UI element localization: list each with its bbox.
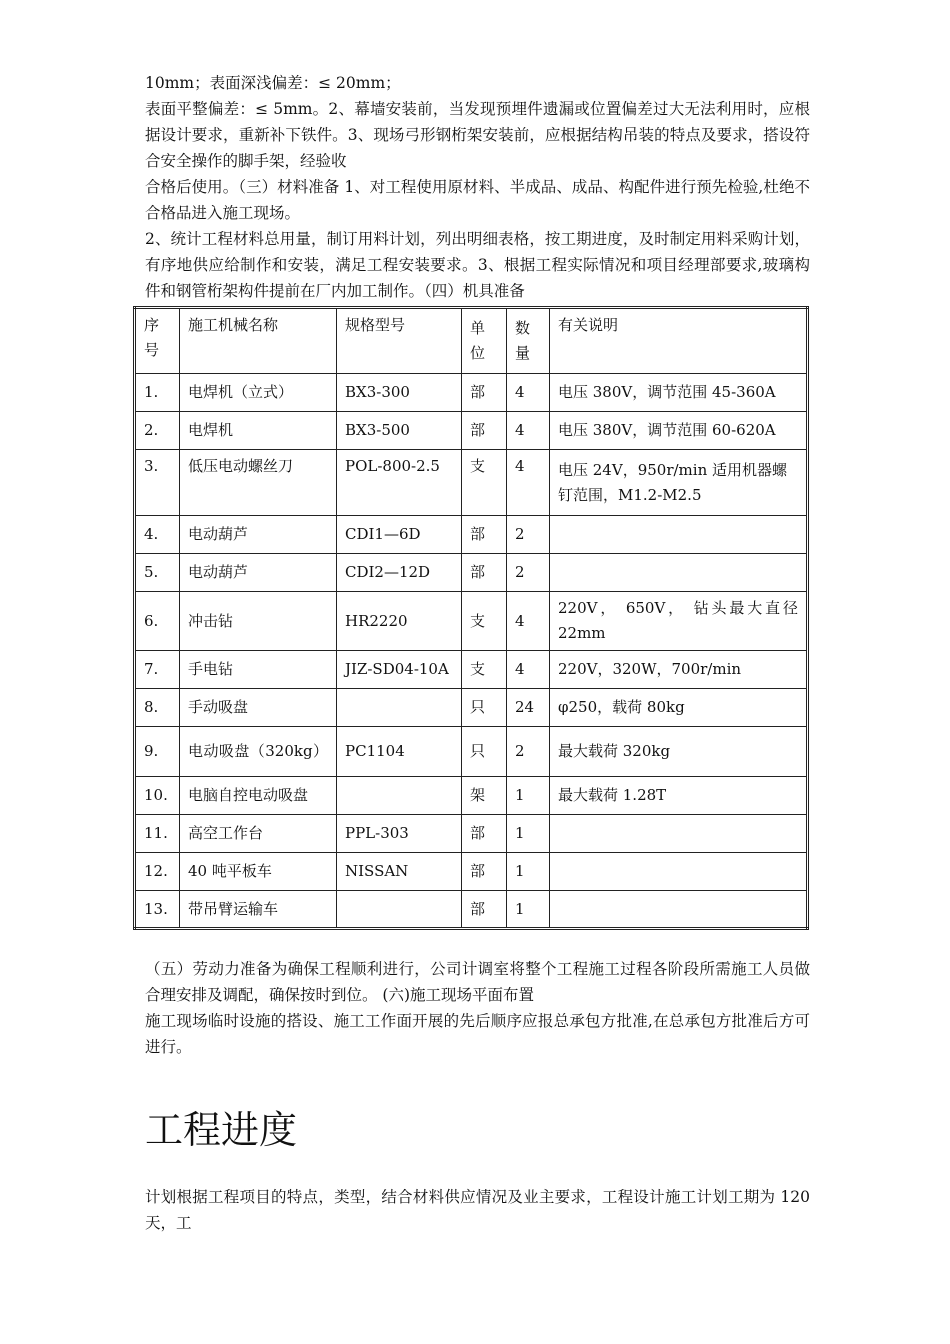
cell-spec: BX3-500 bbox=[337, 412, 462, 450]
header-notes: 有关说明 bbox=[550, 308, 808, 374]
paragraph-material-plan: 2、统计工程材料总用量，制订用料计划，列出明细表格，按工期进度，及时制定用料采购计划，有序地供应给制作和安装，满足工程安装要求。3、根据工程实际情况和项目经理部要求,玻璃构件和钢管桁架构件提前在厂内加工制作。（四）机具准备 bbox=[145, 230, 810, 300]
cell-qty: 2 bbox=[507, 554, 550, 592]
cell-name: 电焊机 bbox=[180, 412, 337, 450]
cell-notes bbox=[550, 815, 808, 853]
cell-notes: 电压 380V，调节范围 45-360A bbox=[550, 374, 808, 412]
cell-qty: 1 bbox=[507, 853, 550, 891]
cell-unit: 支 bbox=[462, 651, 507, 689]
cell-name: 冲击钻 bbox=[180, 592, 337, 651]
cell-spec: POL-800-2.5 bbox=[337, 450, 462, 516]
cell-qty: 1 bbox=[507, 891, 550, 929]
cell-no: 5. bbox=[135, 554, 180, 592]
paragraph-schedule: 计划根据工程项目的特点，类型，结合材料供应情况及业主要求，工程设计施工计划工期为 120 天，工 bbox=[145, 1188, 810, 1232]
cell-spec: PC1104 bbox=[337, 727, 462, 777]
cell-no: 7. bbox=[135, 651, 180, 689]
cell-no: 8. bbox=[135, 689, 180, 727]
cell-no: 11. bbox=[135, 815, 180, 853]
paragraph-site-layout: 施工现场临时设施的搭设、施工工作面开展的先后顺序应报总承包方批准,在总承包方批准后方可进行。 bbox=[145, 1012, 810, 1056]
cell-unit: 部 bbox=[462, 412, 507, 450]
cell-spec: CDI2—12D bbox=[337, 554, 462, 592]
cell-no: 1. bbox=[135, 374, 180, 412]
paragraph-tolerance: 10mm；表面深浅偏差：≤ 20mm； bbox=[145, 74, 401, 92]
cell-qty: 1 bbox=[507, 815, 550, 853]
table-row bbox=[135, 592, 808, 651]
cell-spec: PPL-303 bbox=[337, 815, 462, 853]
cell-qty: 2 bbox=[507, 727, 550, 777]
cell-spec bbox=[337, 777, 462, 815]
table-row bbox=[135, 554, 808, 592]
table-row bbox=[135, 412, 808, 450]
table-row bbox=[135, 516, 808, 554]
cell-notes bbox=[550, 891, 808, 929]
cell-spec: BX3-300 bbox=[337, 374, 462, 412]
cell-unit: 支 bbox=[462, 592, 507, 651]
cell-spec bbox=[337, 891, 462, 929]
table-row bbox=[135, 853, 808, 891]
header-unit: 单位 bbox=[462, 308, 507, 374]
header-no: 序号 bbox=[135, 308, 180, 374]
cell-spec: NISSAN bbox=[337, 853, 462, 891]
document-page bbox=[145, 70, 810, 1236]
cell-notes bbox=[550, 516, 808, 554]
cell-name: 电动吸盘（320kg） bbox=[180, 727, 337, 777]
cell-unit: 架 bbox=[462, 777, 507, 815]
cell-qty: 24 bbox=[507, 689, 550, 727]
cell-name: 手动吸盘 bbox=[180, 689, 337, 727]
table-row bbox=[135, 689, 808, 727]
cell-name: 电焊机（立式） bbox=[180, 374, 337, 412]
cell-name: 电脑自控电动吸盘 bbox=[180, 777, 337, 815]
cell-no: 10. bbox=[135, 777, 180, 815]
paragraph-curtain-wall: 表面平整偏差：≤ 5mm。2、幕墙安装前，当发现预埋件遗漏或位置偏差过大无法利用时，应根据设计要求，重新补下铁件。3、现场弓形钢桁架安装前，应根据结构吊装的特点及要求，搭设符合安全操作的脚手架，经验收 bbox=[145, 100, 810, 170]
cell-name: 电动葫芦 bbox=[180, 554, 337, 592]
cell-unit: 只 bbox=[462, 727, 507, 777]
cell-notes: 电压 24V，950r/min 适用机器螺钉范围，M1.2-M2.5 bbox=[550, 450, 808, 516]
cell-no: 9. bbox=[135, 727, 180, 777]
cell-unit: 只 bbox=[462, 689, 507, 727]
cell-notes bbox=[550, 554, 808, 592]
cell-qty: 4 bbox=[507, 651, 550, 689]
cell-notes: 220V， 650V， 钻头最大直径 22mm bbox=[550, 592, 808, 651]
cell-notes: 电压 380V，调节范围 60-620A bbox=[550, 412, 808, 450]
cell-name: 电动葫芦 bbox=[180, 516, 337, 554]
cell-spec bbox=[337, 689, 462, 727]
equipment-table bbox=[133, 306, 809, 930]
cell-no: 4. bbox=[135, 516, 180, 554]
cell-no: 2. bbox=[135, 412, 180, 450]
section-heading: 工程进度 bbox=[145, 1108, 298, 1152]
table-row bbox=[135, 651, 808, 689]
cell-name: 40 吨平板车 bbox=[180, 853, 337, 891]
cell-notes: 最大载荷 320kg bbox=[550, 727, 808, 777]
cell-qty: 4 bbox=[507, 592, 550, 651]
cell-notes bbox=[550, 853, 808, 891]
cell-no: 6. bbox=[135, 592, 180, 651]
cell-unit: 部 bbox=[462, 815, 507, 853]
table-row bbox=[135, 777, 808, 815]
cell-unit: 部 bbox=[462, 554, 507, 592]
cell-unit: 部 bbox=[462, 891, 507, 929]
cell-name: 低压电动螺丝刀 bbox=[180, 450, 337, 516]
header-qty: 数量 bbox=[507, 308, 550, 374]
table-row bbox=[135, 727, 808, 777]
cell-qty: 4 bbox=[507, 412, 550, 450]
cell-unit: 支 bbox=[462, 450, 507, 516]
cell-no: 12. bbox=[135, 853, 180, 891]
table-header-row bbox=[135, 308, 808, 374]
cell-unit: 部 bbox=[462, 853, 507, 891]
table-row bbox=[135, 815, 808, 853]
cell-name: 手电钻 bbox=[180, 651, 337, 689]
table-row bbox=[135, 891, 808, 929]
table-row bbox=[135, 374, 808, 412]
cell-name: 高空工作台 bbox=[180, 815, 337, 853]
paragraph-labor: （五）劳动力准备为确保工程顺利进行，公司计调室将整个工程施工过程各阶段所需施工人员做合理安排及调配，确保按时到位。 (六)施工现场平面布置 bbox=[145, 960, 810, 1004]
header-spec: 规格型号 bbox=[337, 308, 462, 374]
cell-qty: 4 bbox=[507, 450, 550, 516]
table-row bbox=[135, 450, 808, 516]
cell-unit: 部 bbox=[462, 516, 507, 554]
cell-spec: JIZ-SD04-10A bbox=[337, 651, 462, 689]
cell-notes: 220V，320W，700r/min bbox=[550, 651, 808, 689]
cell-notes: φ250，载荷 80kg bbox=[550, 689, 808, 727]
cell-spec: CDI1—6D bbox=[337, 516, 462, 554]
header-name: 施工机械名称 bbox=[180, 308, 337, 374]
cell-no: 13. bbox=[135, 891, 180, 929]
cell-name: 带吊臂运输车 bbox=[180, 891, 337, 929]
cell-notes: 最大载荷 1.28T bbox=[550, 777, 808, 815]
cell-spec: HR2220 bbox=[337, 592, 462, 651]
cell-no: 3. bbox=[135, 450, 180, 516]
cell-qty: 1 bbox=[507, 777, 550, 815]
cell-qty: 2 bbox=[507, 516, 550, 554]
cell-unit: 部 bbox=[462, 374, 507, 412]
paragraph-materials: 合格后使用。（三）材料准备 1、对工程使用原材料、半成品、成品、构配件进行预先检验,杜绝不合格品进入施工现场。 bbox=[145, 178, 810, 222]
cell-qty: 4 bbox=[507, 374, 550, 412]
